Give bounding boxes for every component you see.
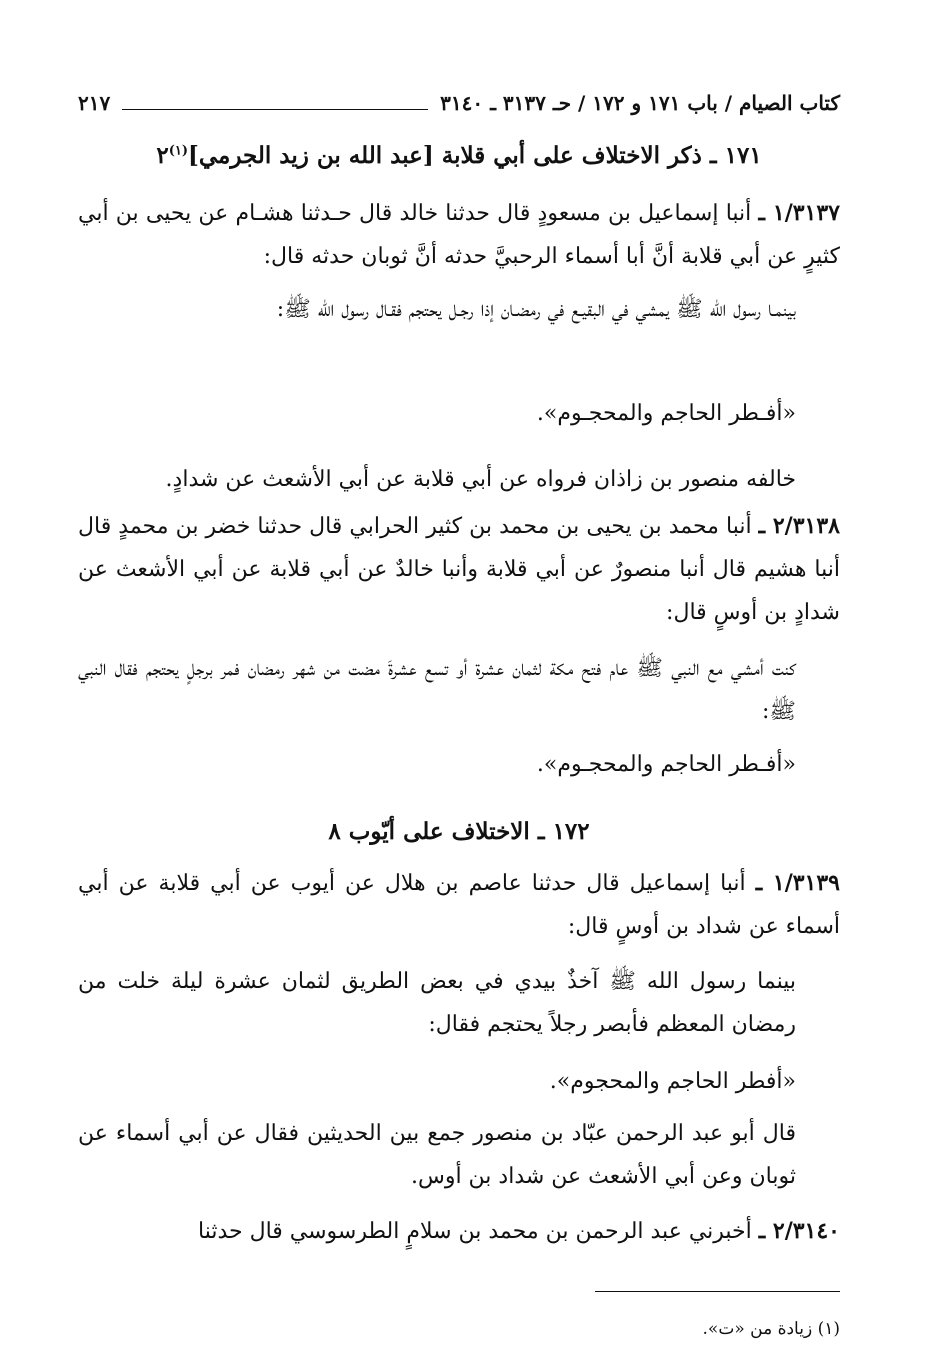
hadith-3138-quote: «أفـطر الحاجم والمحجـوم». <box>536 752 796 777</box>
hadith-3139-quote: «أفطر الحاجم والمحجوم». <box>549 1069 796 1094</box>
running-header <box>78 88 840 118</box>
hadith-3137-matn: بينمـا رسول الله ﷺ يمشي في البقيـع في رمضـان إذا رجـل يحتجم فقـال رسول الله ﷺ: <box>276 297 796 322</box>
page-number: ٢١٧ <box>78 91 111 115</box>
hadith-number: ١/٣١٣٧ ـ <box>758 200 840 226</box>
footnote-marker: (١) <box>168 143 188 159</box>
hadith-3139-isnad: ١/٣١٣٩ ـ أنبا إسماعيل قال حدثنا عاصم بن هلال عن أيوب عن أبي قلابة عن أبي أسماء عن شداد بن أوسٍ قال: <box>78 870 840 939</box>
section-172-heading: ١٧٢ ـ الاختلاف على أيّوب ٨ <box>328 818 590 845</box>
footnote-rule <box>595 1291 840 1292</box>
section-171-heading: ١٧١ ـ ذكر الاختلاف على أبي قلابة [عبد الله بن زيد الجرمي]$^{(١)}$٢ <box>156 142 762 169</box>
hadith-3139-matn: بينما رسول الله ﷺ آخذٌ بيدي في بعض الطريق لثمان عشرة ليلة خلت من رمضان المعظم فأبصر رجلاً يحتجم فقال: <box>78 969 797 1037</box>
running-title: كتاب الصيام / باب ١٧١ و ١٧٢ / حـ ٣١٣٧ ـ ٣١٤٠ <box>440 91 840 115</box>
hadith-number: ٢/٣١٤٠ ـ <box>758 1218 840 1244</box>
hadith-3139-note: قال أبو عبد الرحمن عبّاد بن منصور جمع بين الحديثين فقال عن أبي أسماء عن ثوبان وعن أبي الأشعث عن شداد بن أوس. <box>78 1121 796 1189</box>
hadith-3138-isnad: ٢/٣١٣٨ ـ أنبا محمد بن يحيى بن محمد بن كثير الحرابي قال حدثنا خضر بن محمدٍ قال أنبا هشيم قال أنبا منصورٌ عن أبي قلابة وأنبا خالدٌ عن أبي قلابة عن أبي الأشعث عن شدادٍ بن أوسٍ قال: <box>78 513 840 625</box>
hadith-3137-isnad: ١/٣١٣٧ ـ أنبا إسماعيل بن مسعودٍ قال حدثنا خالد قال حـدثنا هشـام عن يحيى بن أبي كثيرٍ عن أبي قلابة أنَّ أبا أسماء الرحبيَّ حدثه أنَّ ثوبان حدثه قال: <box>78 200 840 269</box>
hadith-3138-matn: كنت أمشي مع النبي ﷺ عام فتح مكة لثمان عشرة أو تسع عشرةَ مضت من شهر رمضان فمر برجلٍ يحتجم فقال النبي ﷺ: <box>78 656 796 724</box>
header-rule <box>122 97 428 110</box>
book-page <box>78 80 840 1350</box>
hadith-3137-quote: «أفـطر الحاجم والمحجـوم». <box>536 401 796 426</box>
hadith-3137-note: خالفه منصور بن زاذان فرواه عن أبي قلابة عن أبي الأشعث عن شدادٍ. <box>165 467 796 492</box>
hadith-number: ١/٣١٣٩ ـ <box>755 870 840 896</box>
hadith-3140-isnad: ٢/٣١٤٠ ـ أخبرني عبد الرحمن بن محمد بن سلامٍ الطرسوسي قال حدثنا <box>197 1218 840 1244</box>
hadith-number: ٢/٣١٣٨ ـ <box>758 513 840 539</box>
footnote: (١) زيادة من «ت». <box>702 1319 840 1339</box>
